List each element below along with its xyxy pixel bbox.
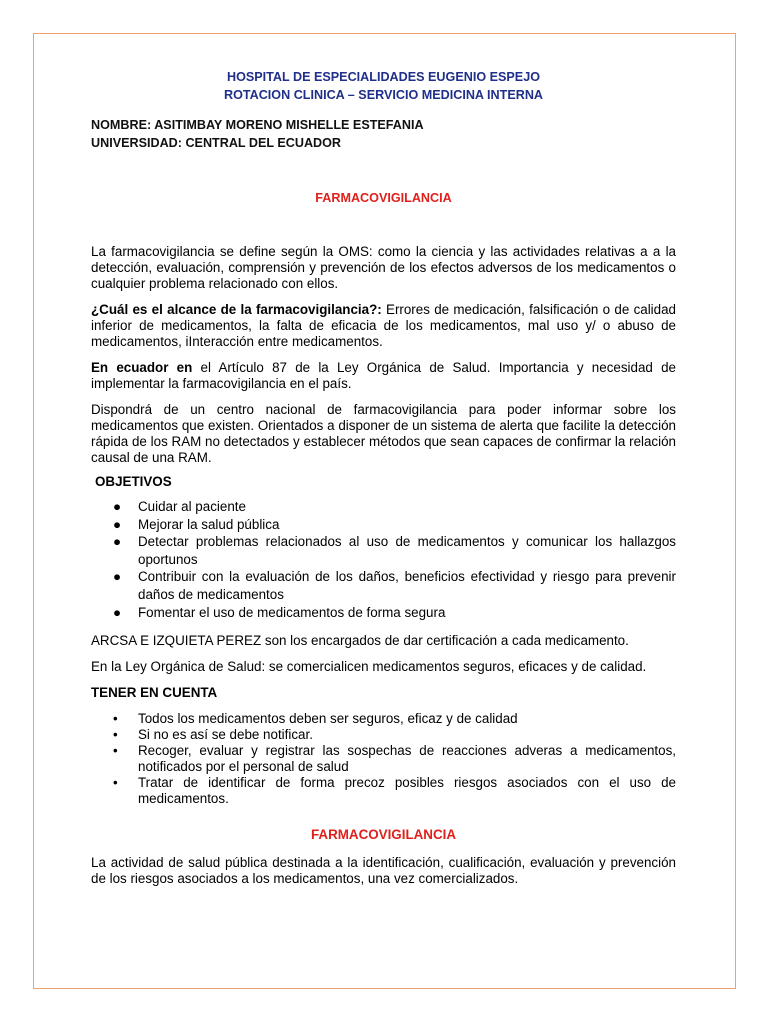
bullet-icon: •: [113, 743, 118, 759]
list-item: • Recoger, evaluar y registrar las sospechas de reacciones adveras a medicamentos, notificados por el personal de salud: [113, 743, 676, 775]
bullet-icon: ●: [113, 499, 122, 514]
hospital-name: HOSPITAL DE ESPECIALIDADES EUGENIO ESPEJO: [226, 70, 541, 84]
list-item: • Tratar de identificar de forma precoz posibles riesgos asociados con el uso de medicamentos.: [113, 775, 676, 807]
bullet-icon: ●: [113, 534, 122, 550]
tener-list: [91, 711, 676, 807]
list-item: ● Cuidar al paciente: [113, 499, 246, 514]
objetivos-heading: OBJETIVOS: [95, 474, 172, 489]
ecuador-lead: En ecuador en: [91, 360, 193, 375]
list-item: ● Detectar problemas relacionados al uso de medicamentos y comunicar los hallazgos oportunos: [113, 534, 676, 567]
bullet-icon: ●: [113, 569, 122, 585]
bullet-icon: ●: [113, 516, 122, 532]
tener-heading: TENER EN CUENTA: [91, 685, 218, 701]
list-item: • Si no es así se debe notificar.: [113, 727, 313, 743]
list-item: ● Fomentar el uso de medicamentos de forma segura: [113, 604, 446, 620]
ley-paragraph: En la Ley Orgánica de Salud: se comercialicen medicamentos seguros, eficaces y de calidad.: [91, 659, 647, 675]
bullet-icon: •: [113, 727, 118, 743]
ecuador-paragraph: [91, 360, 676, 392]
section-title: FARMACOVIGILANCIA: [310, 827, 457, 843]
document-body: [91, 68, 676, 887]
ecuador-text: el Artículo 87 de la Ley Orgánica de Salud. Importancia y necesidad de implementar la farmacovigilancia en el país.: [91, 360, 676, 391]
objetivos-list: [91, 498, 676, 621]
scope-answer: Errores de medicación, falsificación o de calidad inferior de medicamentos, la falta de eficacia de los medicamentos, mal uso y/ o abuso de medicamentos, iInteracción entre medicamentos.: [91, 302, 677, 349]
bullet-icon: •: [113, 775, 118, 791]
bullet-icon: ●: [113, 604, 122, 620]
list-item: ● Mejorar la salud pública: [113, 516, 280, 532]
rotation-name: ROTACION CLINICA – SERVICIO MEDICINA INTERNA: [223, 88, 544, 102]
scope-question: ¿Cuál es el alcance de la farmacovigilancia?:: [91, 302, 382, 317]
student-name: NOMBRE: ASITIMBAY MORENO MISHELLE ESTEFANIA: [91, 118, 424, 132]
activity-paragraph: La actividad de salud pública destinada a la identificación, cualificación, evaluación y prevención de los riesgos asociados a los medicamentos, una vez comercializados.: [91, 855, 676, 887]
scope-paragraph: [91, 302, 676, 350]
bullet-icon: •: [113, 711, 118, 727]
definition-paragraph: La farmacovigilancia se define según la OMS: como la ciencia y las actividades relativas a a la detección, evaluación, comprensión y prevención de los efectos adversos de los medicamentos o cualquier problema relacionado con ellos.: [91, 244, 676, 291]
university: UNIVERSIDAD: CENTRAL DEL ECUADOR: [91, 136, 342, 150]
arcsa-paragraph: ARCSA E IZQUIETA PEREZ son los encargados de dar certificación a cada medicamento.: [91, 633, 629, 649]
list-item: • Todos los medicamentos deben ser seguros, eficaz y de calidad: [113, 711, 518, 727]
list-item: ● Contribuir con la evaluación de los daños, beneficios efectividad y riesgo para prevenir daños de medicamentos: [113, 569, 676, 602]
document-title: FARMACOVIGILANCIA: [315, 191, 452, 205]
center-paragraph: Dispondrá de un centro nacional de farmacovigilancia para poder informar sobre los medicamentos que existen. Orientados a disponer de un sistema de alerta que facilite la detección rápida de los RAM no detectados y establecer métodos que sean capaces de confirmar la relación causal de una RAM.: [91, 402, 676, 465]
